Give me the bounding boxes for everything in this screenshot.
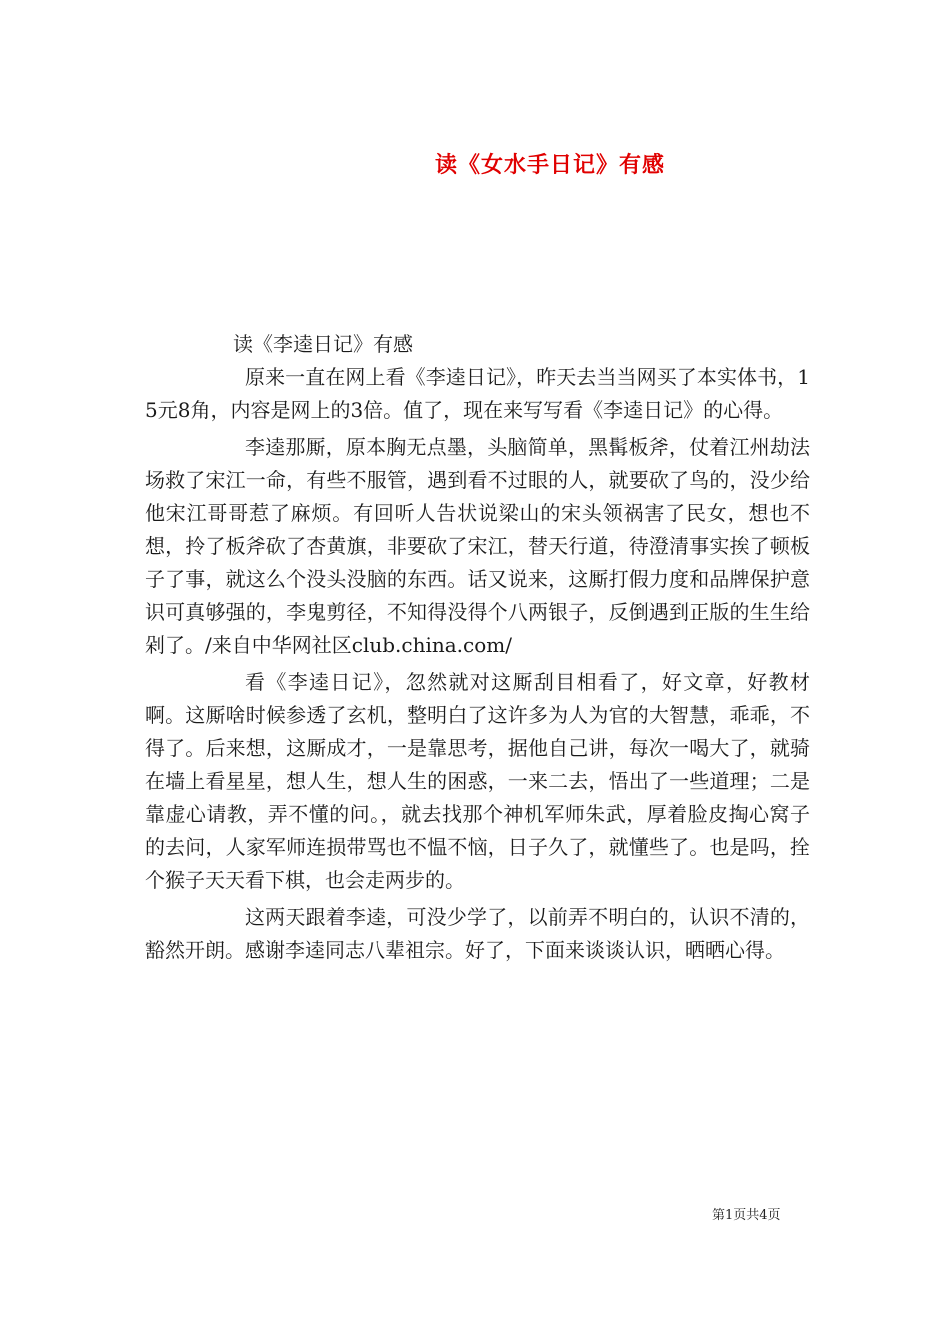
paragraph-4: 这两天跟着李逵，可没少学了，以前弄不明白的，认识不清的，豁然开朗。感谢李逵同志八辈祖宗。好了，下面来谈谈认识，晒晒心得。 xyxy=(145,905,810,962)
paragraph-2: 李逵那厮，原本胸无点墨，头脑简单，黑髯板斧，仗着江州劫法场救了宋江一命，有些不服管，遇到看不过眼的人，就要砍了鸟的，没少给他宋江哥哥惹了麻烦。有回听人告状说梁山的宋头领祸害了民女，想也不想，拎了板斧砍了杏黄旗，非要砍了宋江，替天行道，待澄清事实挨了顿板子了事，就这么个没头没脑的东西。话又说来，这厮打假力度和品牌保护意识可真够强的，李鬼剪径，不知得没得个八两银子，反倒遇到正版的生生给剁了。/来自中华网社区club.china.com/ xyxy=(145,435,810,657)
paragraph-3: 看《李逵日记》，忽然就对这厮刮目相看了，好文章，好教材啊。这厮啥时候参透了玄机，整明白了这许多为人为官的大智慧，乖乖，不得了。后来想，这厮成才，一是靠思考，据他自己讲，每次一喝大了，就骑在墙上看星星，想人生，想人生的困惑，一来二去，悟出了一些道理；二是靠虚心请教，弄不懂的问。，就去找那个神机军师朱武，厚着脸皮掏心窝子的去问，人家军师连损带骂也不愠不恼，日子久了，就懂些了。也是吗，拴个猴子天天看下棋，也会走两步的。 xyxy=(145,670,810,892)
page-number: 第1页共4页 xyxy=(712,1208,781,1223)
document-title: 读《女水手日记》有感 xyxy=(434,151,665,178)
document-body xyxy=(145,328,810,967)
document-subtitle: 读《李逵日记》有感 xyxy=(233,332,413,356)
paragraph-1: 原来一直在网上看《李逵日记》，昨天去当当网买了本实体书，15元8角，内容是网上的3倍。值了，现在来写写看《李逵日记》的心得。 xyxy=(145,365,810,422)
